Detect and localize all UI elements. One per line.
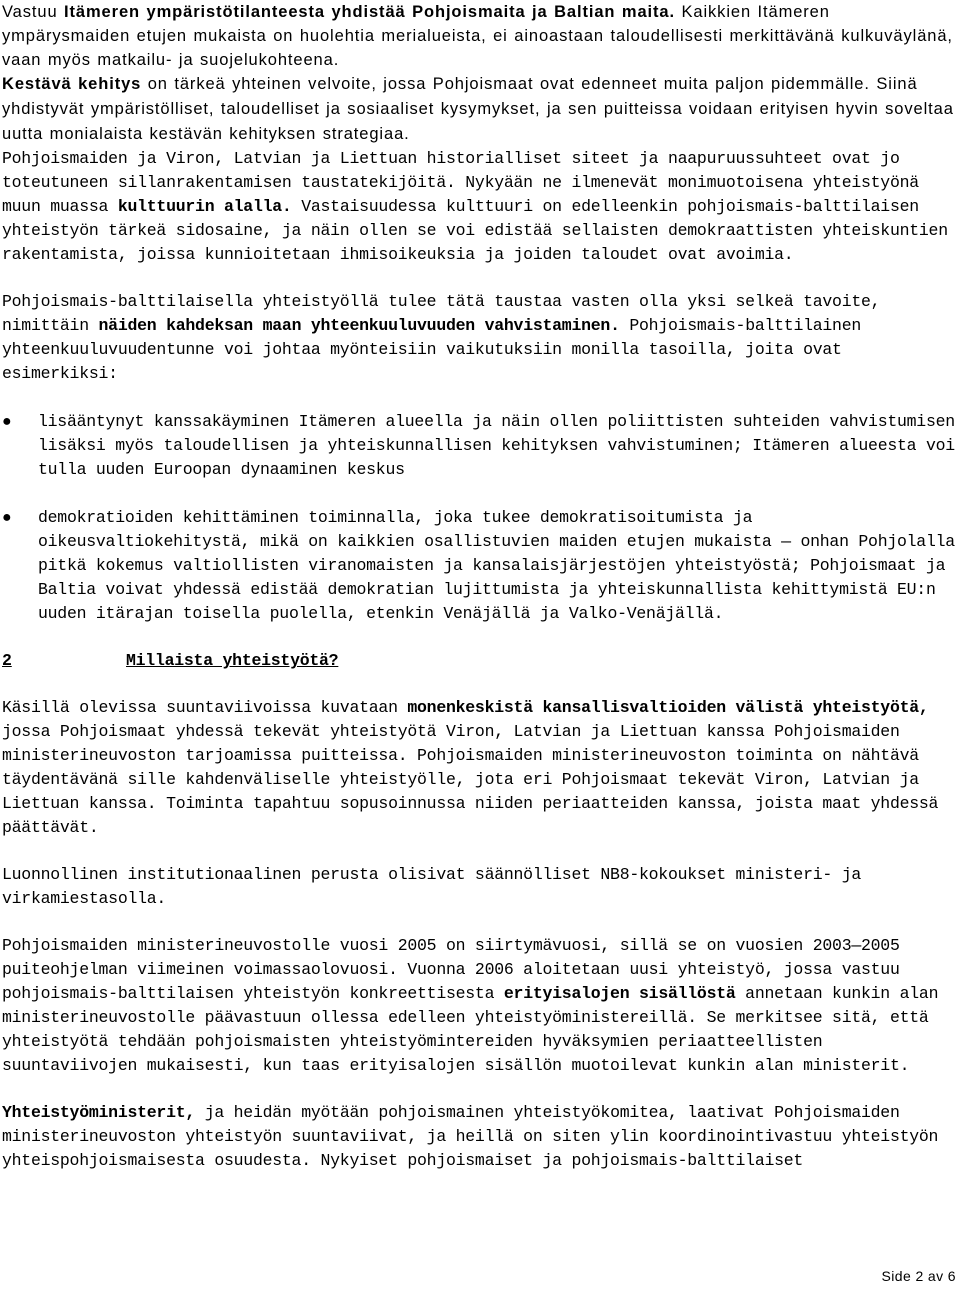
text-run: Vastaisuudessa kulttuuri on edelleenkin pohjoismais-balttilaisen yhteistyön tärkeä sidosaine, ja näin ollen se voi edistää sellaisten demokraattisten yhteiskuntien rakentamista, joissa kunnioitetaan ihmisoikeuksia ja joiden taloudet ovat avoimia. xyxy=(2,197,948,264)
text-run: Kaikkien Itämeren ympärysmaiden etujen mukaista on huolehtia merialueista, ei ainoastaan taloudellisesti merkittävänä kulkuväylänä, vaan myös matkailu- ja suojelukohteena. xyxy=(2,3,953,69)
paragraph-history xyxy=(2,147,956,267)
section-number: 2 xyxy=(2,651,12,670)
paragraph-ministers xyxy=(2,1101,956,1173)
text-run: annetaan kunkin alan ministerineuvostolle päävastuun ollessa edelleen yhteistyöministereillä. Se merkitsee sitä, että yhteistyötä tehdään pohjoismaisten yhteistyömintereiden hyväksymien periaatteellisten suuntaviivojen mukaisesti, kun taas erityisalojen sisällön muotoilevat kunkin alan ministerit. xyxy=(2,984,939,1075)
bullet-icon: ● xyxy=(2,509,12,527)
text-run: on tärkeä yhteinen velvoite, jossa Pohjoismaat ovat edenneet muita paljon pidemmälle. Siinä yhdistyvät ympäristölliset, taloudelliset ja sosiaaliset kysymykset, ja sen puitteissa voidaan erityisen hyvin soveltaa uutta monialaista kestävän kehityksen strategiaa. xyxy=(2,75,954,143)
text-run: Käsillä olevissa suuntaviivoissa kuvataan xyxy=(2,698,408,717)
page-number: Side 2 av 6 xyxy=(881,1268,956,1284)
list-item xyxy=(2,410,956,482)
list-item-text: lisääntynyt kanssakäyminen Itämeren alueella ja näin ollen poliittisten suhteiden vahvistumisen lisäksi myös taloudellisen ja yhteiskunnallisen kehityksen vahvistuminen; Itämeren alueesta voi tulla uuden Euroopan dynaaminen keskus xyxy=(38,412,955,479)
bold-run: Kestävä kehitys xyxy=(2,75,142,93)
text-run: ja heidän myötään pohjoismainen yhteistyökomitea, laativat Pohjoismaiden ministerineuvoston yhteistyön suuntaviivat, ja heillä on siten ylin koordinointivastuu yhteistyön yhteispohjoismaisesta osuudesta. Nykyiset pohjoismaiset ja pohjoismais-balttilaiset xyxy=(2,1103,939,1170)
text-run: Pohjoismaiden ministerineuvostolle vuosi 2005 on siirtymävuosi, sillä se on vuosien 2003—2005 puiteohjelman viimeinen voimassaolovuosi. Vuonna 2006 aloitetaan uusi yhteistyö, jossa vastuu pohjoismais-balttilaisen yhteistyön konkreettisesta xyxy=(2,936,900,1003)
text-run: Pohjoismais-balttilainen yhteenkuuluvuudentunne voi johtaa myönteisiin vaikutuksiin monilla tasoilla, joita ovat esimerkiksi: xyxy=(2,316,862,383)
section-title: Millaista yhteistyötä? xyxy=(126,651,339,670)
bold-run: erityisalojen sisällöstä xyxy=(503,984,736,1003)
bold-run: monenkeskistä kansallisvaltioiden välistä yhteistyötä, xyxy=(407,698,929,717)
bold-run: kulttuurin alalla. xyxy=(117,197,292,216)
section-heading xyxy=(2,649,956,673)
text-run: Luonnollinen institutionaalinen perusta olisivat säännölliset NB8-kokoukset ministeri- ja virkamiestasolla. xyxy=(2,865,861,908)
paragraph-environment xyxy=(2,0,956,72)
text-run: Pohjoismais-balttilaisella yhteistyöllä tulee tätä taustaa vasten olla yksi selkeä tavoite, nimittäin xyxy=(2,292,881,335)
bold-run: Yhteistyöministerit, xyxy=(2,1103,196,1122)
paragraph-goal xyxy=(2,290,956,386)
paragraph-cooperation xyxy=(2,696,956,840)
list-item-text: demokratioiden kehittäminen toiminnalla, joka tukee demokratisoitumista ja oikeusvaltiokehitystä, mikä on kaikkien osallistuvien maiden etujen mukaista — onhan Pohjolalla pitkä kokemus valtiollisten viranomaisten ja kansalaisjärjestöjen yhteistyöstä; Pohjoismaat ja Baltia voivat yhdessä edistää demokratian lujittumista ja yhteiskunnallista kehittymistä EU:n uuden itärajan toisella puolella, etenkin Venäjällä ja Valko-Venäjällä. xyxy=(38,508,955,623)
bold-run: näiden kahdeksan maan yhteenkuuluvuuden vahvistaminen. xyxy=(98,316,620,335)
list-item xyxy=(2,506,956,626)
paragraph-sustainable xyxy=(2,72,956,147)
bullet-icon: ● xyxy=(2,413,12,431)
text-run: Vastuu xyxy=(2,3,65,21)
text-run: jossa Pohjoismaat yhdessä tekevät yhteistyötä Viron, Latvian ja Liettuan kanssa Pohjoismaiden ministerineuvoston tarjoamissa puitteissa. Pohjoismaiden ministerineuvoston toiminta on nähtävä täydentävänä sille kahdenväliselle yhteistyölle, jota eri Pohjoismaat tekevät Viron, Latvian ja Liettuan kanssa. Toiminta tapahtuu sopusoinnussa niiden periaatteiden kanssa, joista maat yhdessä päättävät. xyxy=(2,722,939,837)
paragraph-transition xyxy=(2,934,956,1078)
text-run: Pohjoismaiden ja Viron, Latvian ja Liettuan historialliset siteet ja naapuruussuhteet ovat jo toteutuneen sillanrakentamisen taustatekijöitä. Nykyään ne ilmenevät monimuotoisena yhteistyönä muun muassa xyxy=(2,149,919,216)
paragraph-institutional xyxy=(2,863,956,911)
bullet-list xyxy=(2,410,956,626)
bold-run: Itämeren ympäristötilanteesta yhdistää Pohjoismaita ja Baltian maita. xyxy=(64,3,675,21)
